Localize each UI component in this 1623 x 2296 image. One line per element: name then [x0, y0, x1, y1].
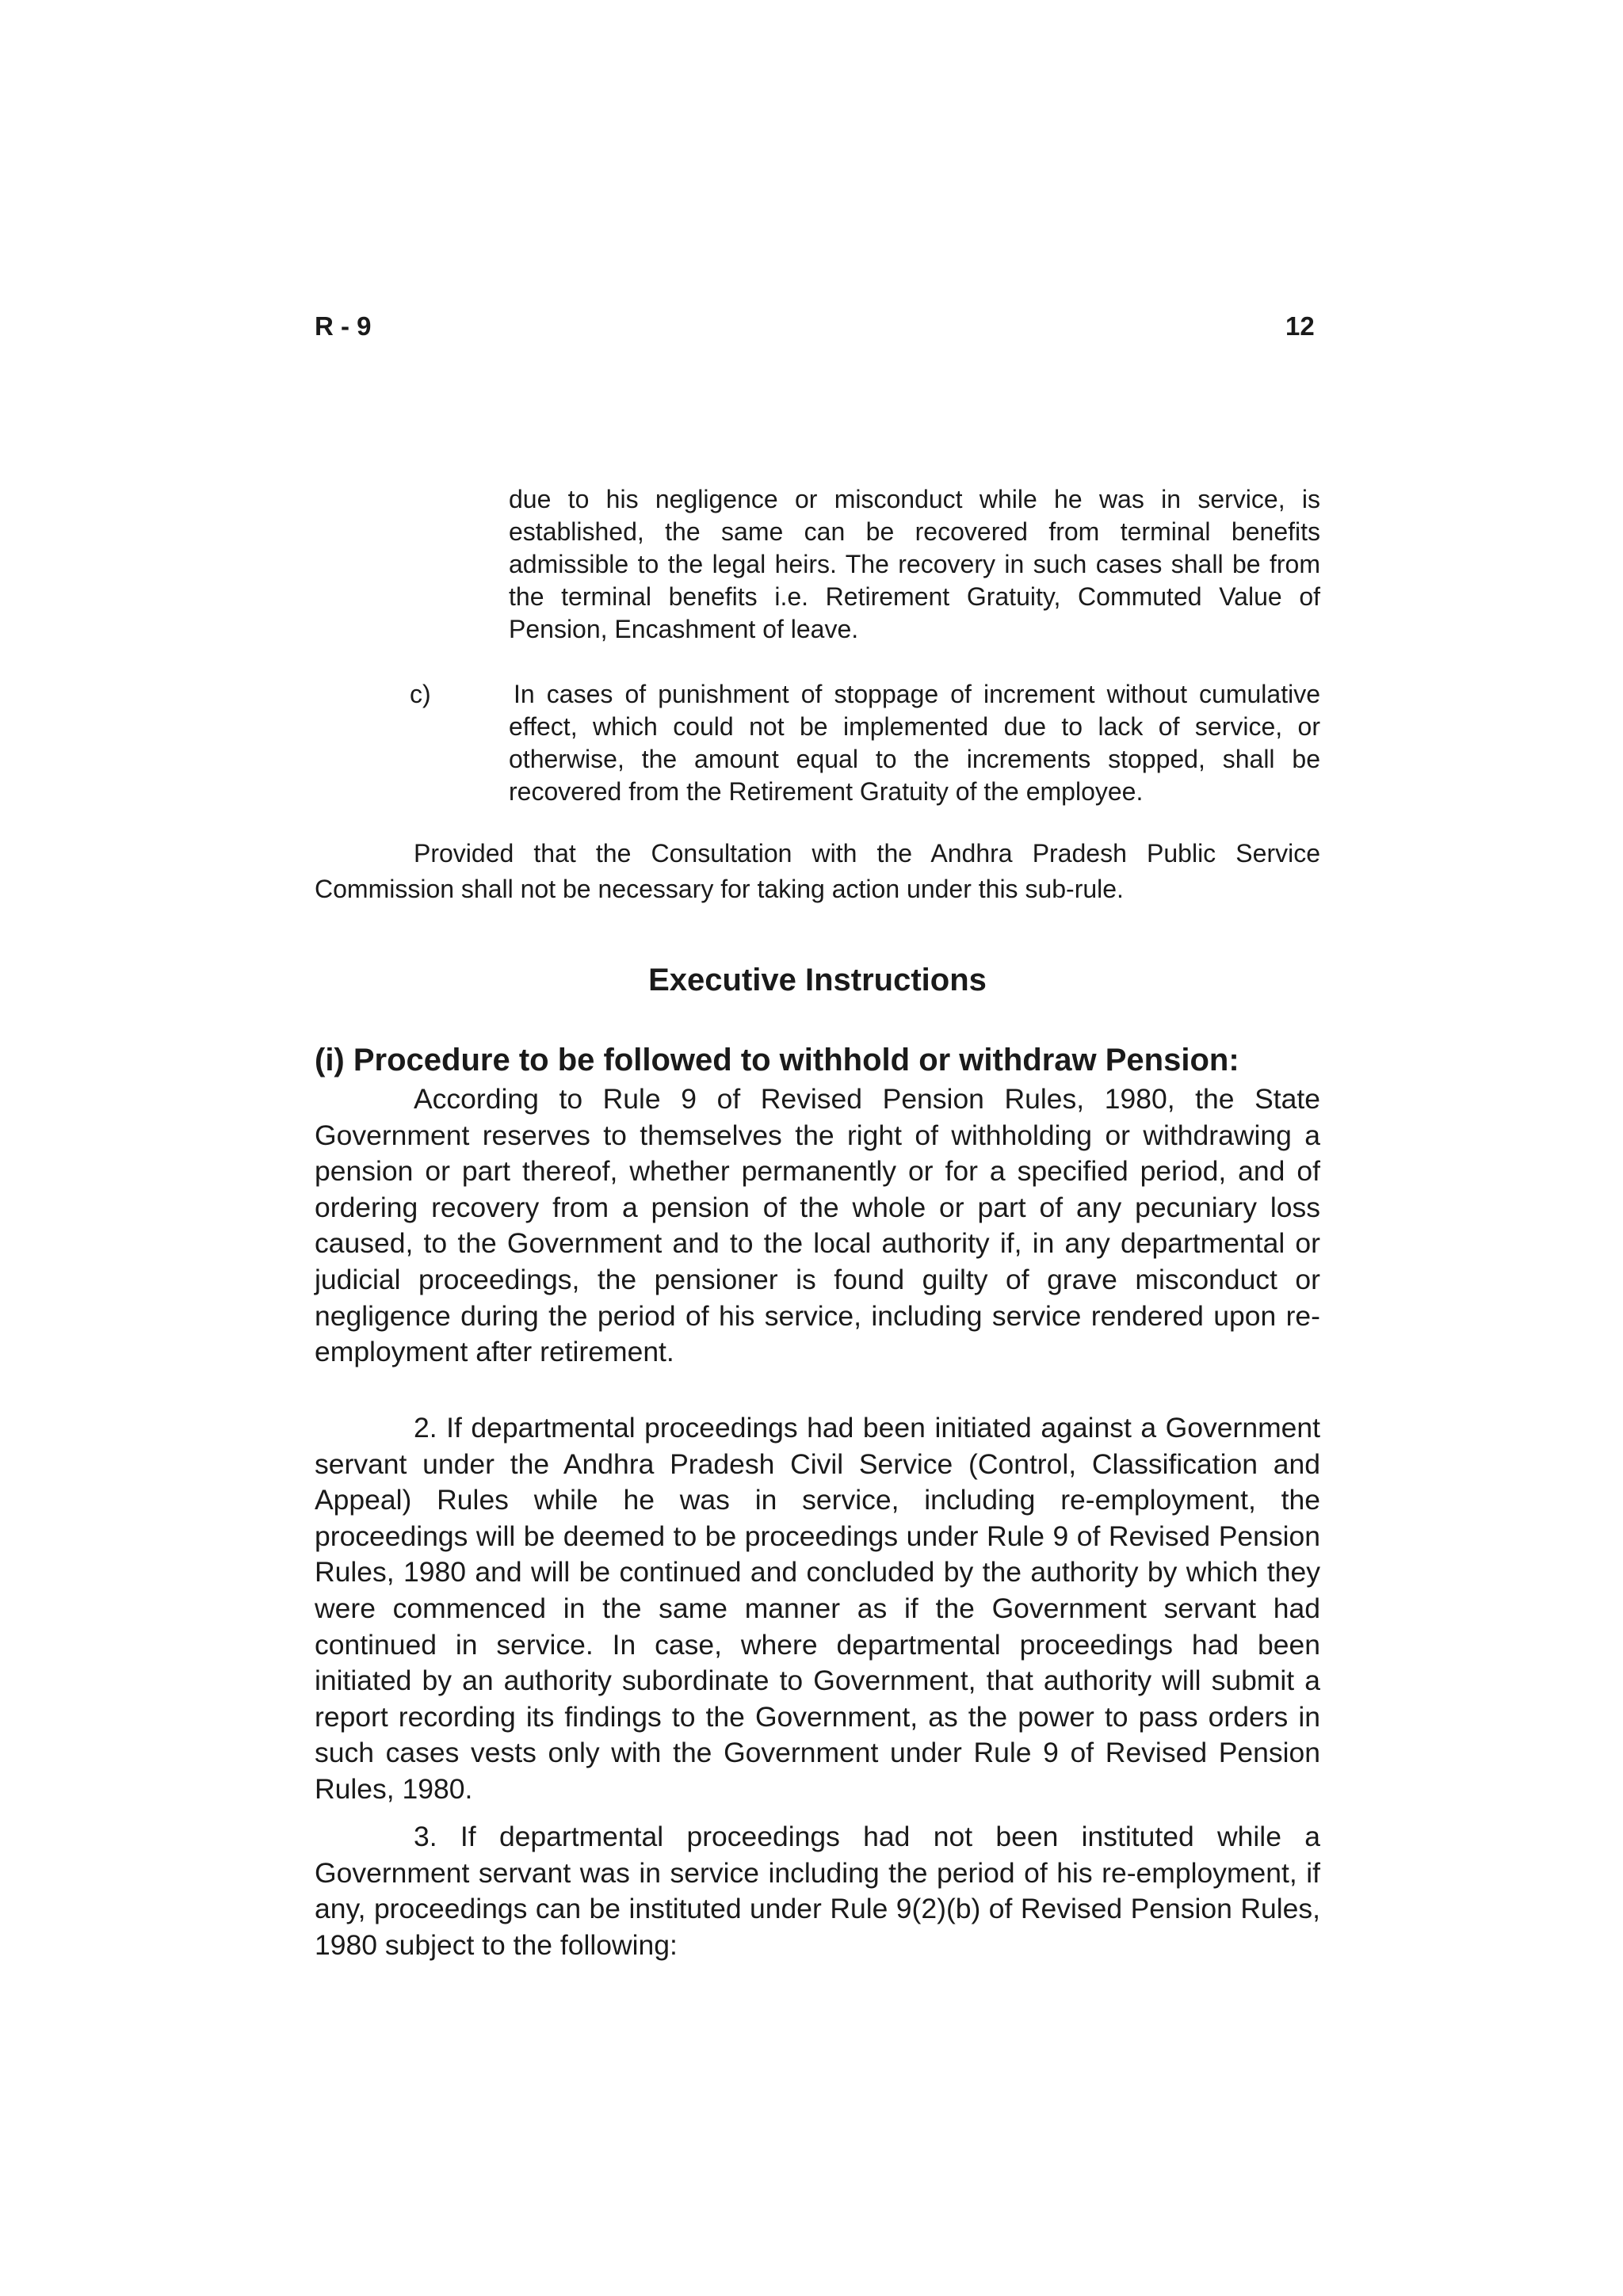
proviso-paragraph: Provided that the Consultation with the Andhra Pradesh Public Service Commission shall not be necessary for taking action under this sub-rule. [315, 839, 1320, 903]
section-reference: R - 9 [315, 311, 372, 341]
page-number: 12 [1285, 311, 1315, 341]
paragraph-1: According to Rule 9 of Revised Pension Rules, 1980, the State Government reserves to themselves the right of withholding or withdrawing a pension or part thereof, whether permanently or for a specified period, and of ordering recovery from a pension of the whole or part of any pecuniary loss caused, to the Government and to the local authority if, in any departmental or judicial proceedings, the pensioner is found guilty of grave misconduct or negligence during the period of his service, including service rendered upon re-employment after retirement. [315, 1083, 1320, 1368]
paragraph-2: 2. If departmental proceedings had been initiated against a Government servant under the Andhra Pradesh Civil Service (Control, Classification and Appeal) Rules while he was in service, including re-employment, the proceedings will be deemed to be proceedings under Rule 9 of Revised Pension Rules, 1980 and will be continued and concluded by the authority by which they were commenced in the same manner as if the Government servant had continued in service. In case, where departmental proceedings had been initiated by an authority subordinate to Government, that authority will submit a report recording its findings to the Government, as the power to pass orders in such cases vests only with the Government under Rule 9 of Revised Pension Rules, 1980. [315, 1412, 1320, 1805]
clause-c-marker: c) [410, 680, 431, 708]
clause-c-text: In cases of punishment of stoppage of increment without cumulative effect, which could not be implemented due to lack of service, or otherwise, the amount equal to the increments stopped, shall be recovered from the Retirement Gratuity of the employee. [509, 680, 1320, 806]
subsection-title: (i) Procedure to be followed to withhold or withdraw Pension: [315, 1043, 1239, 1077]
clause-b-continuation: due to his negligence or misconduct while he was in service, is established, the same can be recovered from terminal benefits admissible to the legal heirs. The recovery in such cases shall be from the terminal benefits i.e. Retirement Gratuity, Commuted Value of Pension, Encashment of leave. [509, 485, 1320, 643]
section-title: Executive Instructions [648, 963, 987, 997]
paragraph-3: 3. If departmental proceedings had not been instituted while a Government servant was in service including the period of his re-employment, if any, proceedings can be instituted under Rule 9(2)(b) of Revised Pension Rules, 1980 subject to the following: [315, 1821, 1320, 1961]
